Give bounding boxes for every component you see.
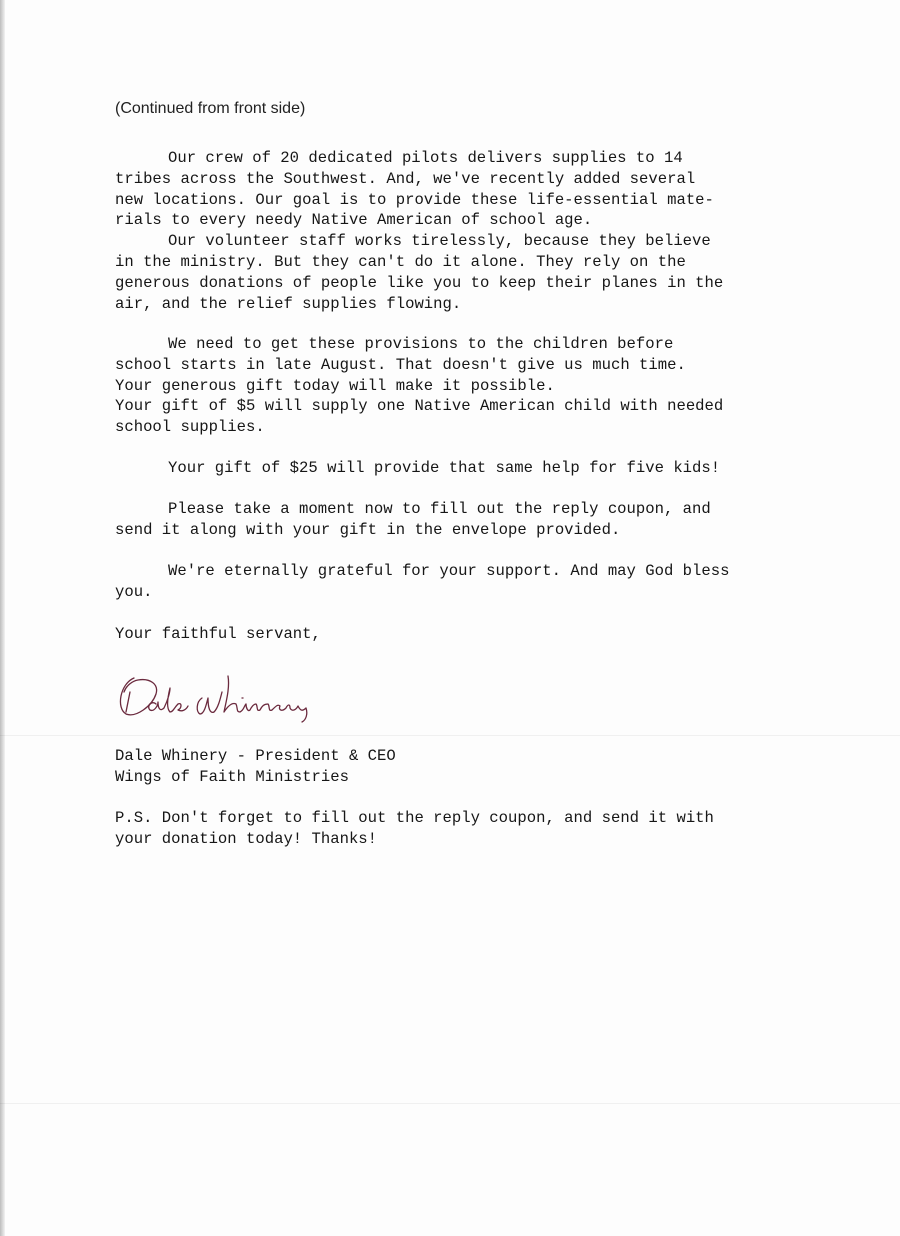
organization-name: Wings of Faith Ministries <box>115 767 349 786</box>
postscript <box>115 808 815 850</box>
paragraph-provisions <box>115 334 815 438</box>
fold-line <box>0 735 900 736</box>
fold-line <box>0 1103 900 1104</box>
continued-note: (Continued from front side) <box>115 100 306 117</box>
paragraph-grateful <box>115 561 815 603</box>
paragraph-text: Your gift of $25 will provide that same help for five kids! <box>168 459 721 477</box>
paragraph-text: Our volunteer staff works tirelessly, because they believe in the ministry. But they can't do it alone. They rely on the generous donations of people like you to keep their planes in the air, and the relief supplies flowing. <box>115 232 724 313</box>
paragraph-coupon <box>115 499 815 541</box>
paper-edge <box>0 0 5 1236</box>
paragraph-text: We're eternally grateful for your support. And may God bless you. <box>115 562 730 601</box>
postscript-text: P.S. Don't forget to fill out the reply coupon, and send it with your donation today! Thanks! <box>115 809 714 848</box>
signer-title: Dale Whinery - President & CEO <box>115 747 396 765</box>
signature-block <box>115 746 815 788</box>
closing-text: Your faithful servant, <box>115 625 321 643</box>
paragraph-text: Please take a moment now to fill out the reply coupon, and send it along with your gift in the envelope provided. <box>115 500 711 539</box>
paragraph-crew <box>115 148 815 314</box>
paragraph-text: We need to get these provisions to the children before school starts in late August. That doesn't give us much time. Your generous gift today will make it possible. Your gift of $5 will supply one Native American child with needed school supplies. <box>115 335 724 437</box>
paragraph-gift <box>115 458 815 479</box>
closing <box>115 624 815 645</box>
paragraph-text: Our crew of 20 dedicated pilots delivers supplies to 14 tribes across the Southwest. And, we've recently added several new locations. Our goal is to provide these life-essential mate- rials to every needy Native American of school age. <box>115 149 714 230</box>
handwritten-signature <box>112 656 332 726</box>
